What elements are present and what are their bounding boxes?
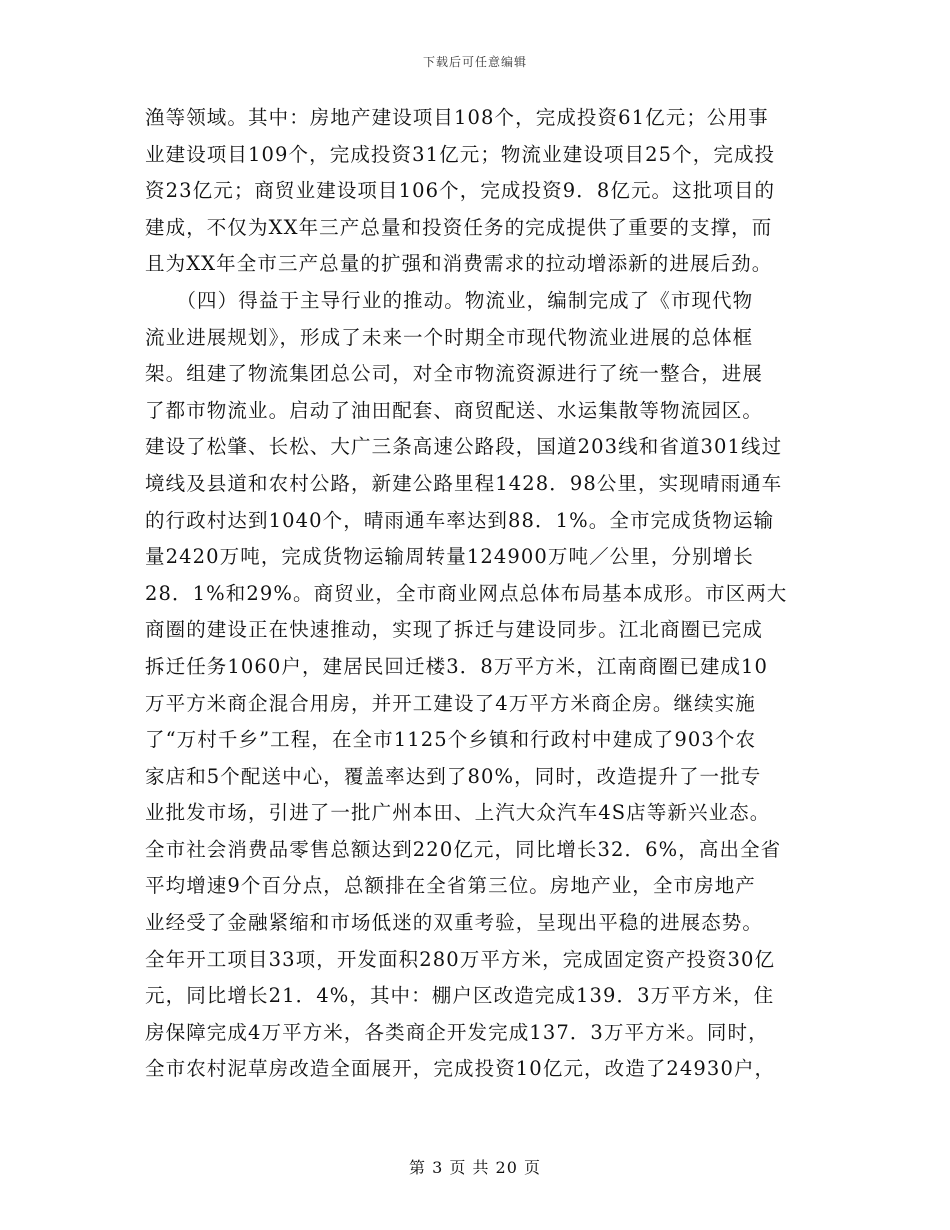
- body-line: 商圈的建设正在快速推动，实现了拆迁与建设同步。江北商圈已完成: [145, 618, 764, 642]
- body-line: 家店和5个配送中心，覆盖率达到了80%，同时，改造提升了一批专: [145, 764, 762, 788]
- body-line: 的行政村达到1040个，晴雨通车率达到88．1%。全市完成货物运输: [145, 508, 775, 532]
- body-line: （四）得益于主导行业的推动。物流业，编制完成了《市现代物: [145, 288, 754, 312]
- body-line: 全市农村泥草房改造全面展开，完成投资10亿元，改造了24930户，: [145, 1057, 776, 1081]
- body-line: 了“万村千乡”工程，在全市1125个乡镇和行政村中建成了903个农: [145, 728, 757, 752]
- body-line: 了都市物流业。启动了油田配套、商贸配送、水运集散等物流园区。: [145, 398, 764, 422]
- body-line: 量2420万吨，完成货物运输周转量124900万吨／公里，分别增长: [145, 545, 754, 569]
- body-line: 全市社会消费品零售总额达到220亿元，同比增长32．6%，高出全省: [145, 837, 782, 861]
- body-line: 建设了松肇、长松、大广三条高速公路段，国道203线和省道301线过: [145, 435, 783, 459]
- body-line: 建成，不仅为XX年三产总量和投资任务的完成提供了重要的支撑，而: [145, 215, 773, 239]
- body-line: 渔等领域。其中：房地产建设项目108个，完成投资61亿元；公用事: [145, 106, 769, 129]
- body-line: 流业进展规划》，形成了未来一个时期全市现代物流业进展的总体框: [145, 325, 754, 349]
- body-line: 且为XX年全市三产总量的扩强和消费需求的拉动增添新的进展后劲。: [145, 252, 773, 276]
- body-line: 万平方米商企混合用房，并开工建设了4万平方米商企房。继续实施: [145, 691, 756, 715]
- body-line: 业批发市场，引进了一批广州本田、上汽大众汽车4S店等新兴业态。: [145, 801, 771, 825]
- body-line: 业建设项目109个，完成投资31亿元；物流业建设项目25个，完成投: [145, 142, 776, 166]
- page-header-note: 下载后可任意编辑: [422, 55, 527, 69]
- body-line: 28．1%和29%。商贸业，全市商业网点总体布局基本成形。市区两大: [145, 581, 788, 605]
- body-line: 拆迁任务1060户，建居民回迁楼3．8万平方米，江南商圈已建成10: [145, 654, 769, 678]
- body-line: 境线及县道和农村公路，新建公路里程1428．98公里，实现晴雨通车: [145, 471, 783, 495]
- body-line: 架。组建了物流集团总公司，对全市物流资源进行了统一整合，进展: [145, 362, 764, 386]
- document-body: [145, 100, 810, 1088]
- body-line: 元，同比增长21．4%，其中：棚户区改造完成139．3万平方米，住: [145, 984, 775, 1008]
- body-line: 资23亿元；商贸业建设项目106个，完成投资9．8亿元。这批项目的: [145, 179, 776, 203]
- body-line: 业经受了金融紧缩和市场低迷的双重考验，呈现出平稳的进展态势。: [145, 911, 764, 935]
- body-line: 房保障完成4万平方米，各类商企开发完成137．3万平方米。同时，: [145, 1020, 769, 1044]
- body-line: 平均增速9个百分点，总额排在全省第三位。房地产业，全市房地产: [145, 874, 756, 898]
- page-number-footer: 第 3 页 共 20 页: [409, 1158, 541, 1177]
- body-line: 全年开工项目33项，开发面积280万平方米，完成固定资产投资30亿: [145, 947, 776, 971]
